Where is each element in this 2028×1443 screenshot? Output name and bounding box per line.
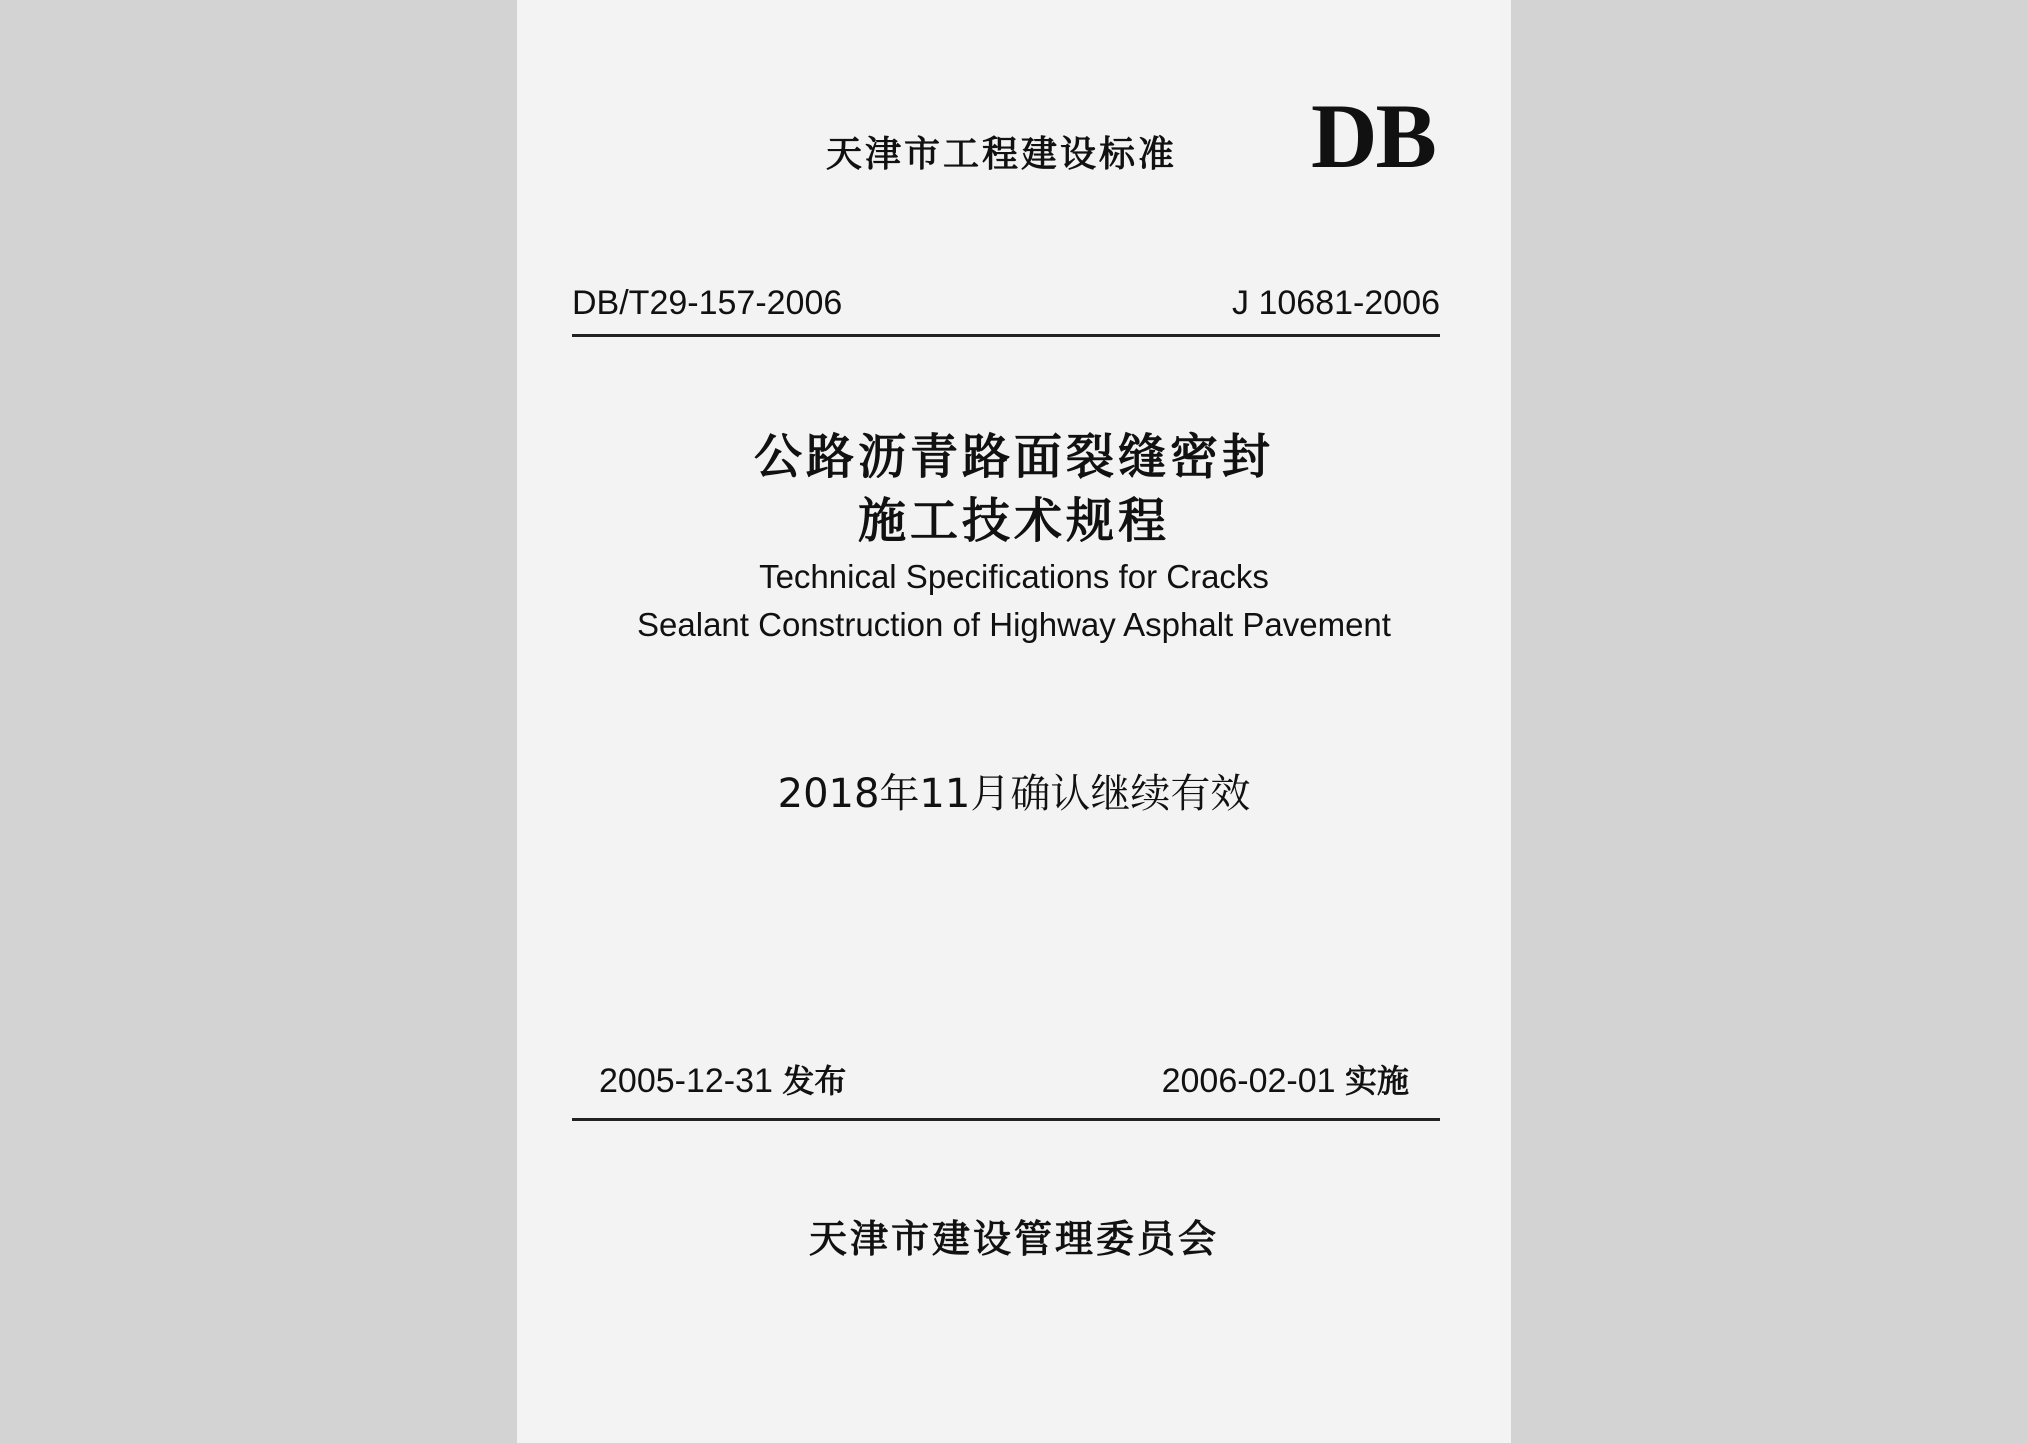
issue-date: 2005-12-31 [599,1062,773,1100]
title-cn-line2: 施工技术规程 [857,493,1170,549]
standard-type-heading: 天津市工程建设标准 [826,134,1178,175]
document-page [517,0,1511,1443]
implement-label: 实施 [1344,1062,1409,1100]
publisher: 天津市建设管理委员会 [808,1217,1219,1261]
title-en-line1: Technical Specifications for Cracks [759,558,1269,595]
implement-date: 2006-02-01 [1161,1062,1336,1100]
title-en-line2: Sealant Construction of Highway Asphalt Pavement [637,606,1391,643]
issue-date-block [599,1056,846,1102]
db-logo: DB [1311,85,1435,187]
record-code: J 10681-2006 [1232,284,1440,322]
issue-label: 发布 [782,1062,847,1100]
standard-code: DB/T29-157-2006 [572,284,843,322]
validity-note: 2018年11月确认继续有效 [777,771,1251,817]
top-divider [572,334,1440,337]
bottom-divider [572,1118,1440,1121]
implement-date-block [1162,1056,1409,1102]
title-cn-line1: 公路沥青路面裂缝密封 [753,429,1274,485]
